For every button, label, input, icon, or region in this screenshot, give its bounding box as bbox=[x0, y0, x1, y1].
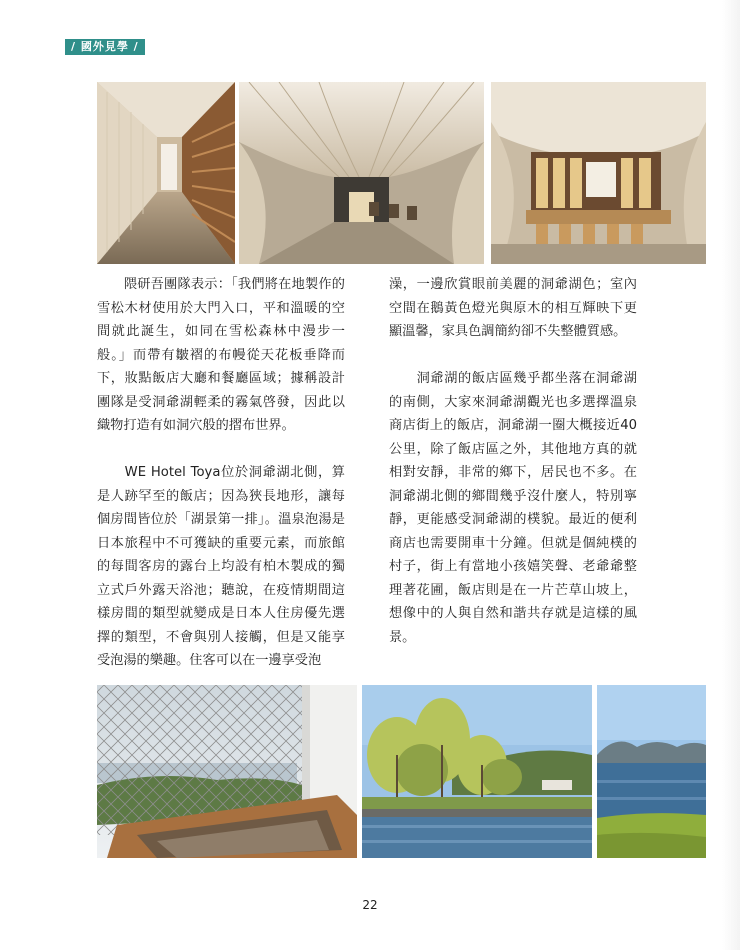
photo-lake-mountains bbox=[597, 685, 706, 858]
photo-lakeshore-trees bbox=[362, 685, 592, 858]
paragraph: 洞爺湖的飯店區幾乎都坐落在洞爺湖的南側，大家來洞爺湖觀光也多選擇溫泉商店街上的飯店，洞爺湖一圈大概接近40公里，除了飯店區之外，其他地方真的就相對安靜，非常的鄉下，居民也不多。在洞爺湖北側的鄉間幾乎沒什麼人，特別寧靜，更能感受洞爺湖的樸貌。最近的便利商店也需要開車十分鐘。但就是個純樸的村子，街上有當地小孩嬉笑聲、老爺爺整理著花圃，飯店則是在一片芒草山坡上，想像中的人與自然和諧共存就是這樣的風景。 bbox=[389, 371, 637, 645]
paragraph: WE Hotel Toya位於洞爺湖北側，算是人跡罕至的飯店；因為狹長地形，讓每個房間皆位於「湖景第一排」。溫泉泡湯是日本旅程中不可獲缺的重要元素，而旅館的每間客房的露台上均設有柏木製成的獨立式戶外露天浴池；聽說，在疫情期間這樣房間的類型就變成是日本人住房優先選擇的類型，不會與別人接觸，但是又能享受泡湯的樂趣。住客可以在一邊享受泡 bbox=[97, 465, 345, 668]
paragraph-spacer bbox=[389, 344, 637, 368]
page-number: 22 bbox=[362, 898, 378, 912]
section-tag: / 國外見學 / bbox=[65, 39, 145, 55]
photo-fabric-hall bbox=[239, 82, 484, 264]
paragraph: 澡，一邊欣賞眼前美麗的洞爺湖色；室內空間在鵝黃色燈光與原木的相互輝映下更顯溫馨，家具色調簡約卻不失整體質感。 bbox=[389, 277, 637, 339]
page-edge-shadow bbox=[722, 0, 740, 950]
photo-lounge-bar bbox=[491, 82, 706, 264]
paragraph: 隈研吾團隊表示：「我們將在地製作的雪松木材使用於大門入口，平和溫暖的空間就此誕生，如同在雪松森林中漫步一般。」而帶有皺褶的布幔從天花板垂降而下，妝點飯店大廳和餐廳區域；據稱設計團隊是受洞爺湖輕柔的霧氣啓發，因此以織物打造有如洞穴般的摺布世界。 bbox=[97, 277, 345, 433]
right-text-column bbox=[389, 273, 637, 649]
left-text-column bbox=[97, 273, 345, 673]
photo-balcony-onsen bbox=[97, 685, 357, 858]
photo-corridor bbox=[97, 82, 235, 264]
paragraph-spacer bbox=[97, 438, 345, 462]
